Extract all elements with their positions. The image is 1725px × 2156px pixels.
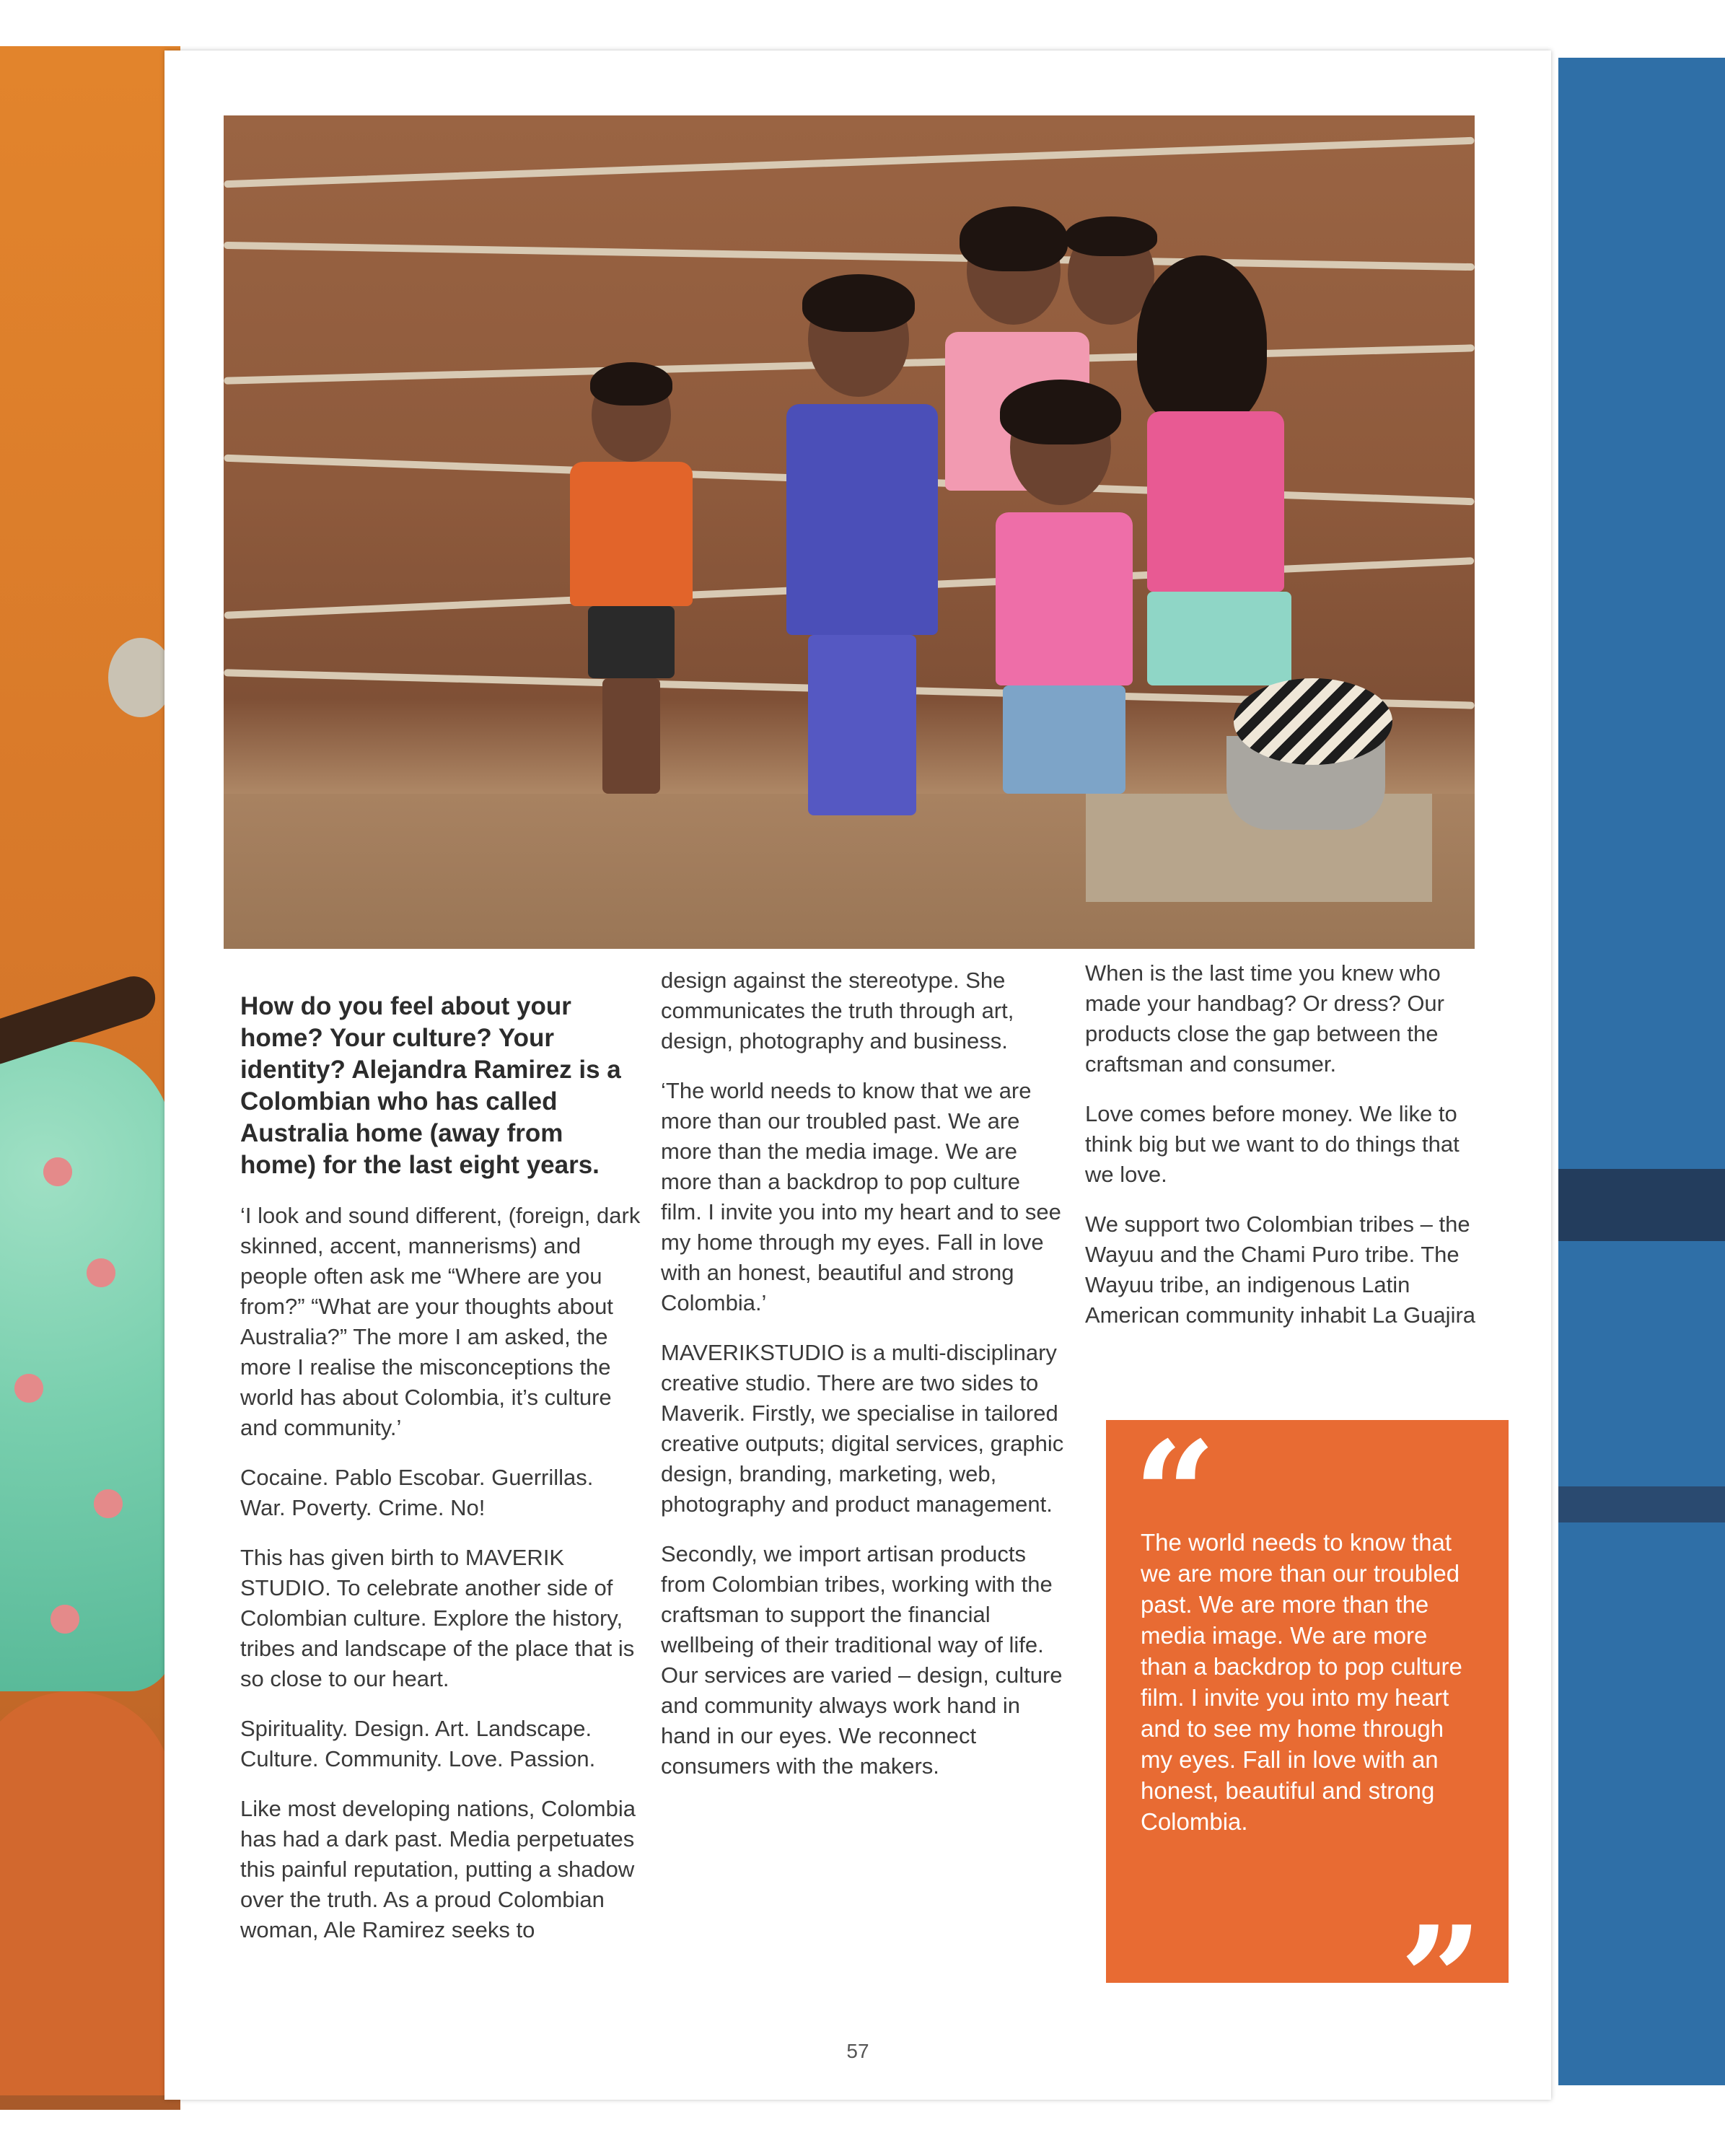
photo-fabric: [0, 1042, 173, 1691]
intro-paragraph: How do you feel about your home? Your culture? Your identity? Alejandra Ramirez is a Colombian who has called Australia home (away from home) for the last eight years.: [240, 992, 621, 1179]
body-paragraph: MAVERIKSTUDIO is a multi-disciplinary creative studio. There are two sides to Maverik. Firstly, we specialise in tailored creative outputs; digital services, graphic design, branding, marketing, web, photography and product management.: [661, 1340, 1064, 1517]
woven-basket: [1234, 678, 1392, 765]
body-paragraph: ‘I look and sound different, (foreign, dark skinned, accent, mannerisms) and people often ask me “Where are you from?” “What are your thoughts about Australia?” The more I am asked, the more I realise the misconceptions the world has about Colombia, it’s culture and community.’: [240, 1203, 641, 1440]
children-photo: [224, 115, 1475, 949]
article-column-1: [240, 991, 644, 1965]
pull-quote: [1106, 1410, 1509, 2064]
wall-stick: [224, 242, 1475, 271]
facing-page-photo: [0, 46, 180, 2110]
open-quote-mark: “: [1133, 1410, 1217, 1579]
body-paragraph: Love comes before money. We like to think big but we want to do things that we love.: [1085, 1101, 1460, 1187]
photo-pot: [0, 1691, 173, 2095]
page-number: 57: [846, 2040, 869, 2062]
article-column-2: [661, 965, 1065, 1801]
body-paragraph: Cocaine. Pablo Escobar. Guerrillas. War. Poverty. Crime. No!: [240, 1465, 594, 1520]
body-paragraph: Spirituality. Design. Art. Landscape. Culture. Community. Love. Passion.: [240, 1716, 596, 1771]
body-paragraph: design against the stereotype. She communicates the truth through art, design, photography and business.: [661, 968, 1014, 1053]
article-column-3: [1085, 958, 1489, 1350]
body-paragraph: Like most developing nations, Colombia has had a dark past. Media perpetuates this painful reputation, putting a shadow over the truth. As a proud Colombian woman, Ale Ramirez seeks to: [240, 1796, 636, 1942]
next-page-band: [1558, 1486, 1725, 1522]
pull-quote-text: The world needs to know that we are more than our troubled past. We are more than the media image. We are more than a backdrop to pop culture film. I invite you into my heart and to see my home through my eyes. Fall in love with an honest, beautiful and strong Colombia.: [1141, 1529, 1462, 1835]
next-page-band: [1558, 1169, 1725, 1241]
body-paragraph: We support two Colombian tribes – the Wayuu and the Chami Puro tribe. The Wayuu tribe, an indigenous Latin American community inhabit La Guajira: [1085, 1211, 1476, 1328]
close-quote-mark: ”: [1399, 1895, 1483, 2064]
body-paragraph: This has given birth to MAVERIK STUDIO. To celebrate another side of Colombian culture. Explore the history, tribes and landscape of the place that is so close to our heart.: [240, 1545, 635, 1691]
photo-detail: [108, 638, 173, 717]
body-paragraph: Secondly, we import artisan products from Colombian tribes, working with the craftsman to support the financial wellbeing of their traditional way of life. Our services are varied – design, culture and community always work hand in hand in our eyes. We reconnect consumers with the makers.: [661, 1541, 1063, 1779]
body-paragraph: ‘The world needs to know that we are more than our troubled past. We are more than the media image. We are more than a backdrop to pop culture film. I invite you into my heart and to see my home through my eyes. Fall in love with an honest, beautiful and strong Colombia.’: [661, 1078, 1061, 1315]
magazine-page: [164, 51, 1551, 2100]
next-page-edge: [1558, 58, 1725, 2085]
body-paragraph: When is the last time you knew who made your handbag? Or dress? Our products close the gap between the craftsman and consumer.: [1085, 960, 1444, 1077]
wall-stick: [224, 137, 1474, 188]
